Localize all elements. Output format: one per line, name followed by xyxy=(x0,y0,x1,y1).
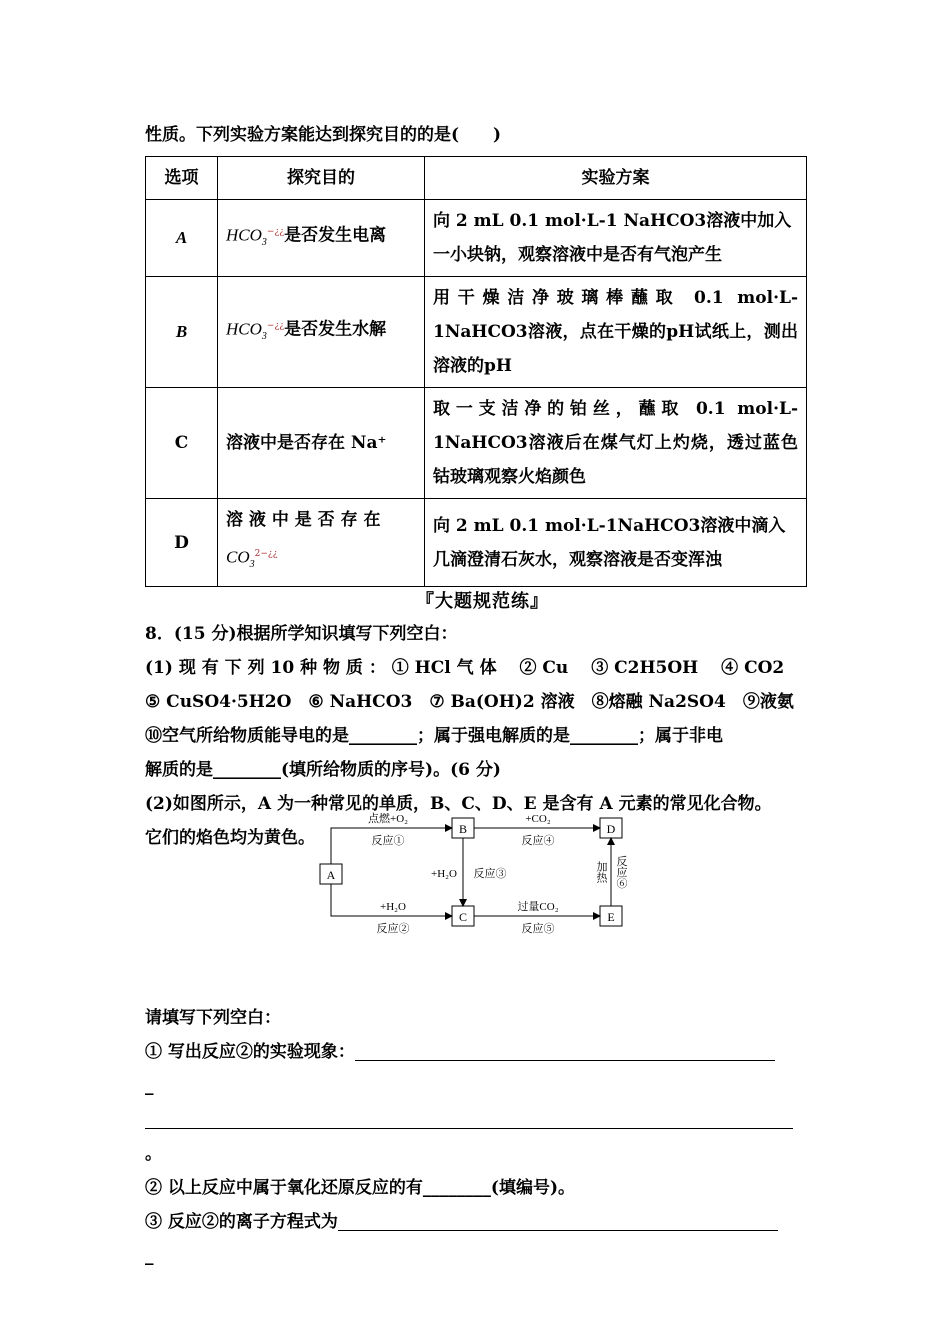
node-b: B xyxy=(458,822,468,836)
label-bd-top: +CO₂ xyxy=(525,813,551,825)
purpose-d: 溶 液 中 是 否 存 在 $CO_3^{2-¿¿}$ xyxy=(218,499,425,587)
purpose-a: $HCO_3^{-¿¿}$是否发生电离 xyxy=(218,200,425,277)
table-row xyxy=(146,277,807,388)
plan-c: 取一支洁净的铂丝，蘸取 0.1 mol·L-1NaHCO3溶液后在煤气灯上灼烧，透过蓝色钴玻璃观察火焰颜色 xyxy=(425,388,807,499)
label-ed-right: 反应⑥ xyxy=(615,855,627,889)
answer-blank-3[interactable] xyxy=(338,1210,778,1231)
q8-p1-line1: (1) 现 有 下 列 10 种 物 质 ： ① HCl 气 体 ② Cu ③ C2H5OH ④ CO2 xyxy=(145,658,785,679)
reaction-diagram-svg xyxy=(318,806,638,936)
sub1-line: ① 写出反应②的实验现象： xyxy=(145,1035,820,1069)
label-ac-top: +H₂O xyxy=(380,901,406,913)
option-c: C xyxy=(146,388,218,499)
purpose-b: $HCO_3^{-¿¿}$是否发生水解 xyxy=(218,277,425,388)
table-row xyxy=(146,200,807,277)
purpose-c: 溶液中是否存在 Na⁺ xyxy=(218,388,425,499)
header-purpose: 探究目的 xyxy=(218,157,425,200)
label-ab-bottom: 反应① xyxy=(371,835,405,847)
q8-title: 8．(15 分)根据所学知识填写下列空白： xyxy=(145,624,458,645)
option-b: B xyxy=(146,277,218,388)
option-d: D xyxy=(146,499,218,587)
q8-p2-line2: 它们的焰色均为黄色。 xyxy=(145,828,315,849)
label-ce-bottom: 反应⑤ xyxy=(521,923,555,935)
header-plan: 实验方案 xyxy=(425,157,807,200)
label-ed-left: 加热 xyxy=(595,861,607,883)
dash-1: _ xyxy=(145,1076,154,1097)
label-bc-left: +H₂O xyxy=(431,868,457,880)
document-page xyxy=(145,118,820,1273)
fill-prompt: 请填写下列空白： xyxy=(145,1008,281,1029)
options-table xyxy=(145,156,807,587)
q8-p1-line2: ⑤ CuSO4·5H2O ⑥ NaHCO3 ⑦ Ba(OH)2 溶液 ⑧熔融 Na2SO4 ⑨液氨 xyxy=(145,692,794,713)
intro-line: 性质。下列实验方案能达到探究目的的是( ) xyxy=(145,125,502,145)
reaction-diagram xyxy=(318,806,638,936)
sub2-line: ② 以上反应中属于氧化还原反应的有________(填编号)。 xyxy=(145,1178,576,1199)
answer-blank-1[interactable] xyxy=(355,1040,775,1061)
plan-d: 向 2 mL 0.1 mol·L-1NaHCO3溶液中滴入几滴澄清石灰水，观察溶液是否变浑浊 xyxy=(425,499,807,587)
plan-b: 用干燥洁净玻璃棒蘸取 0.1 mol·L-1NaHCO3溶液，点在干燥的pH试纸上，测出溶液的pH xyxy=(425,277,807,388)
node-c: C xyxy=(458,910,468,924)
sub3-line: ③ 反应②的离子方程式为 xyxy=(145,1205,820,1239)
label-bd-bottom: 反应④ xyxy=(521,835,555,847)
q8-p2-line1: (2)如图所示，A 为一种常见的单质，B、C、D、E 是含有 A 元素的常见化合物。 xyxy=(145,794,772,815)
plan-a: 向 2 mL 0.1 mol·L-1 NaHCO3溶液中加入一小块钠，观察溶液中是否有气泡产生 xyxy=(425,200,807,277)
period-1: 。 xyxy=(145,1144,162,1165)
header-option: 选项 xyxy=(146,157,218,200)
q8-p1-line4: 解质的是________(填所给物质的序号)。(6 分) xyxy=(145,760,501,781)
label-ce-top: 过量CO₂ xyxy=(517,901,559,913)
node-e: E xyxy=(607,910,615,924)
label-ab-top: 点燃+O₂ xyxy=(368,813,408,825)
node-d: D xyxy=(606,822,616,836)
label-bc-right: 反应③ xyxy=(473,868,507,880)
table-row xyxy=(146,388,807,499)
table-row xyxy=(146,499,807,587)
q8-p1-line3: ⑩空气所给物质能导电的是________；属于强电解质的是________；属于非电 xyxy=(145,726,723,747)
node-a: A xyxy=(326,868,336,882)
table-header-row xyxy=(146,157,807,200)
section-banner: 『大题规范练』 xyxy=(416,591,549,613)
answer-blank-1b[interactable] xyxy=(145,1108,793,1129)
option-a: A xyxy=(146,200,218,277)
label-ac-bottom: 反应② xyxy=(376,923,410,935)
dash-3: _ xyxy=(145,1246,154,1267)
